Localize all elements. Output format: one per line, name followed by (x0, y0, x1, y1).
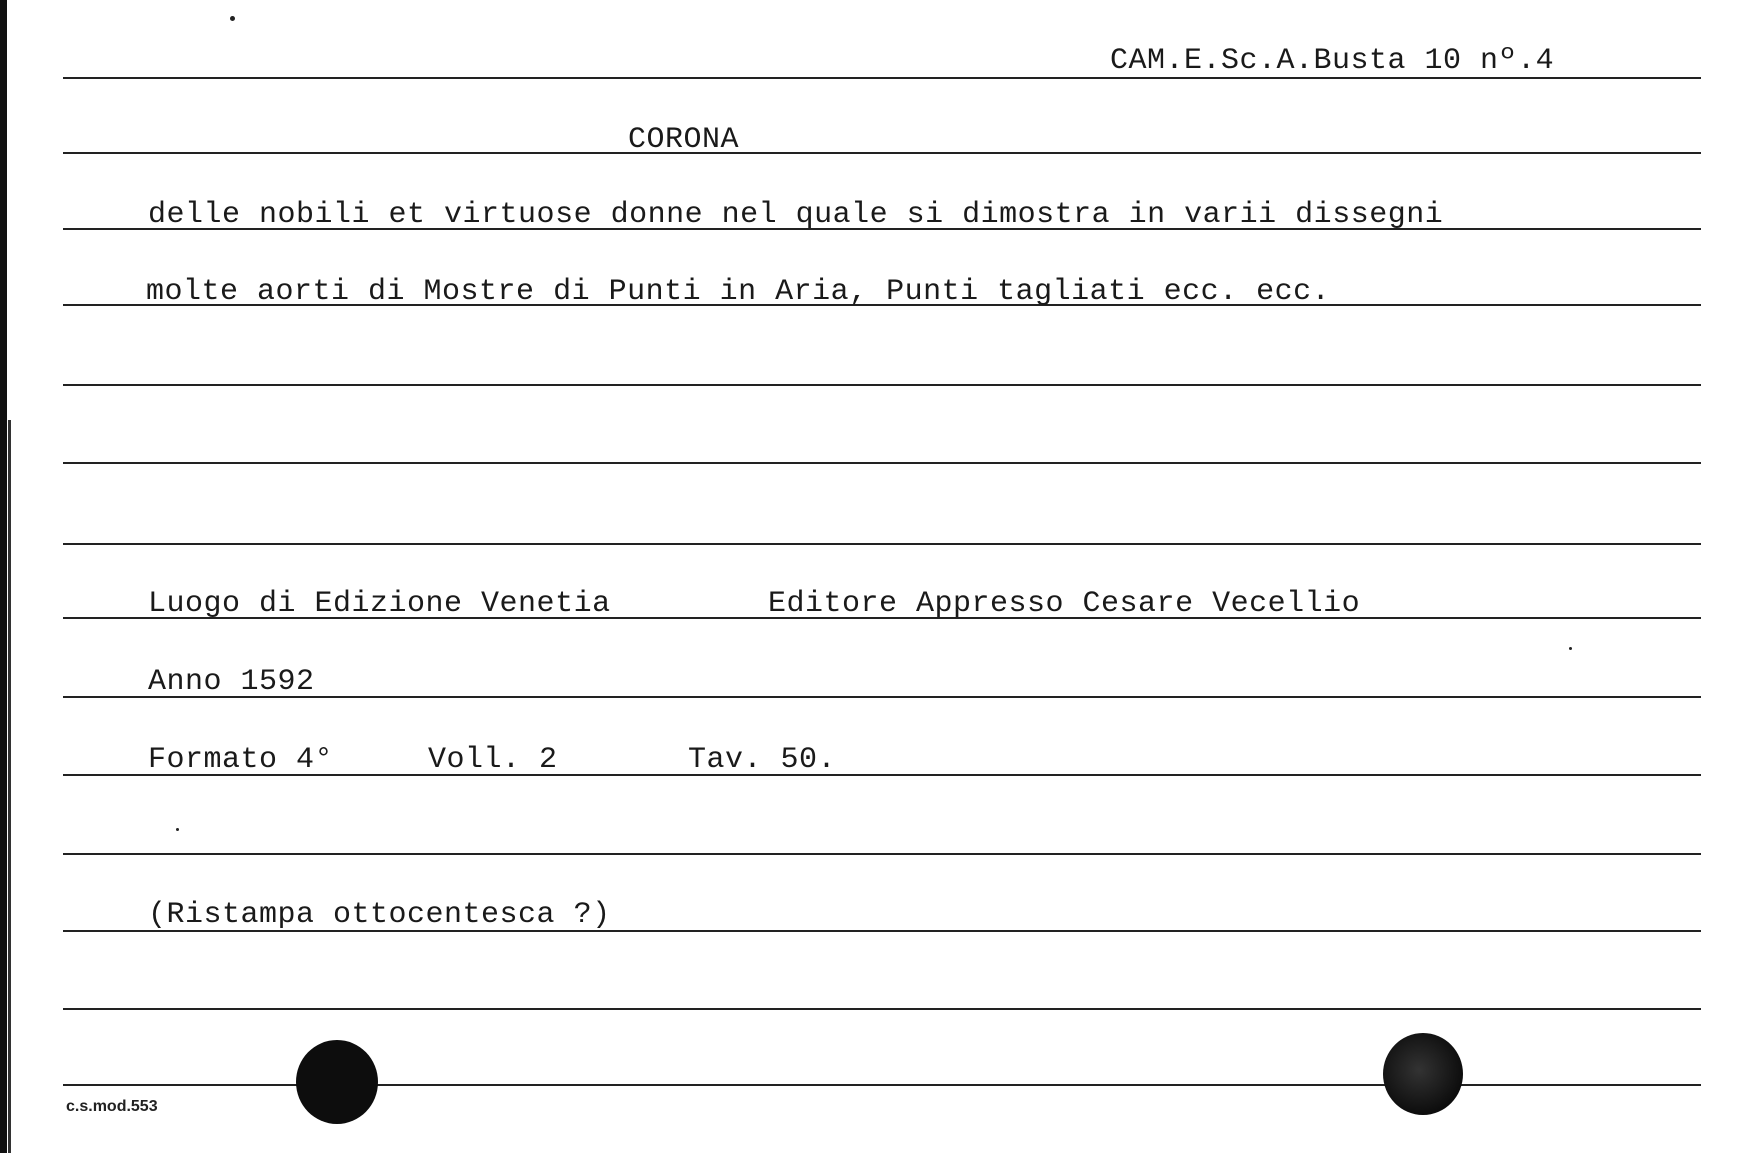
form-code: c.s.mod.553 (66, 1098, 158, 1115)
rule-line (63, 1008, 1701, 1010)
rule-line (63, 543, 1701, 545)
card-left-edge (0, 0, 7, 1153)
volumes: Voll. 2 (428, 743, 558, 777)
format: Formato 4° (148, 743, 334, 777)
card-left-edge-shadow (8, 420, 11, 1153)
ink-speck (1569, 647, 1572, 650)
ink-speck (230, 16, 235, 21)
note: (Ristampa ottocentesca ?) (148, 898, 611, 932)
rule-line (63, 152, 1701, 154)
place-of-edition: Luogo di Edizione Venetia (148, 587, 611, 621)
rule-line (63, 853, 1701, 855)
punch-hole-left (296, 1040, 378, 1124)
punch-hole-right (1383, 1033, 1463, 1115)
rule-line (63, 384, 1701, 386)
year: Anno 1592 (148, 665, 315, 699)
plates: Tav. 50. (688, 743, 837, 777)
description-line-2: molte aorti di Mostre di Punti in Aria, Punti tagliati ecc. ecc. (146, 275, 1331, 309)
ink-speck (176, 828, 179, 831)
card-title: CORONA (628, 123, 740, 157)
description-line-1: delle nobili et virtuose donne nel quale si dimostra in varii dissegni (148, 198, 1444, 232)
rule-line (63, 462, 1701, 464)
publisher: Editore Appresso Cesare Vecellio (768, 587, 1361, 621)
shelf-signature: CAM.E.Sc.A.Busta 10 nº.4 (1110, 44, 1555, 78)
